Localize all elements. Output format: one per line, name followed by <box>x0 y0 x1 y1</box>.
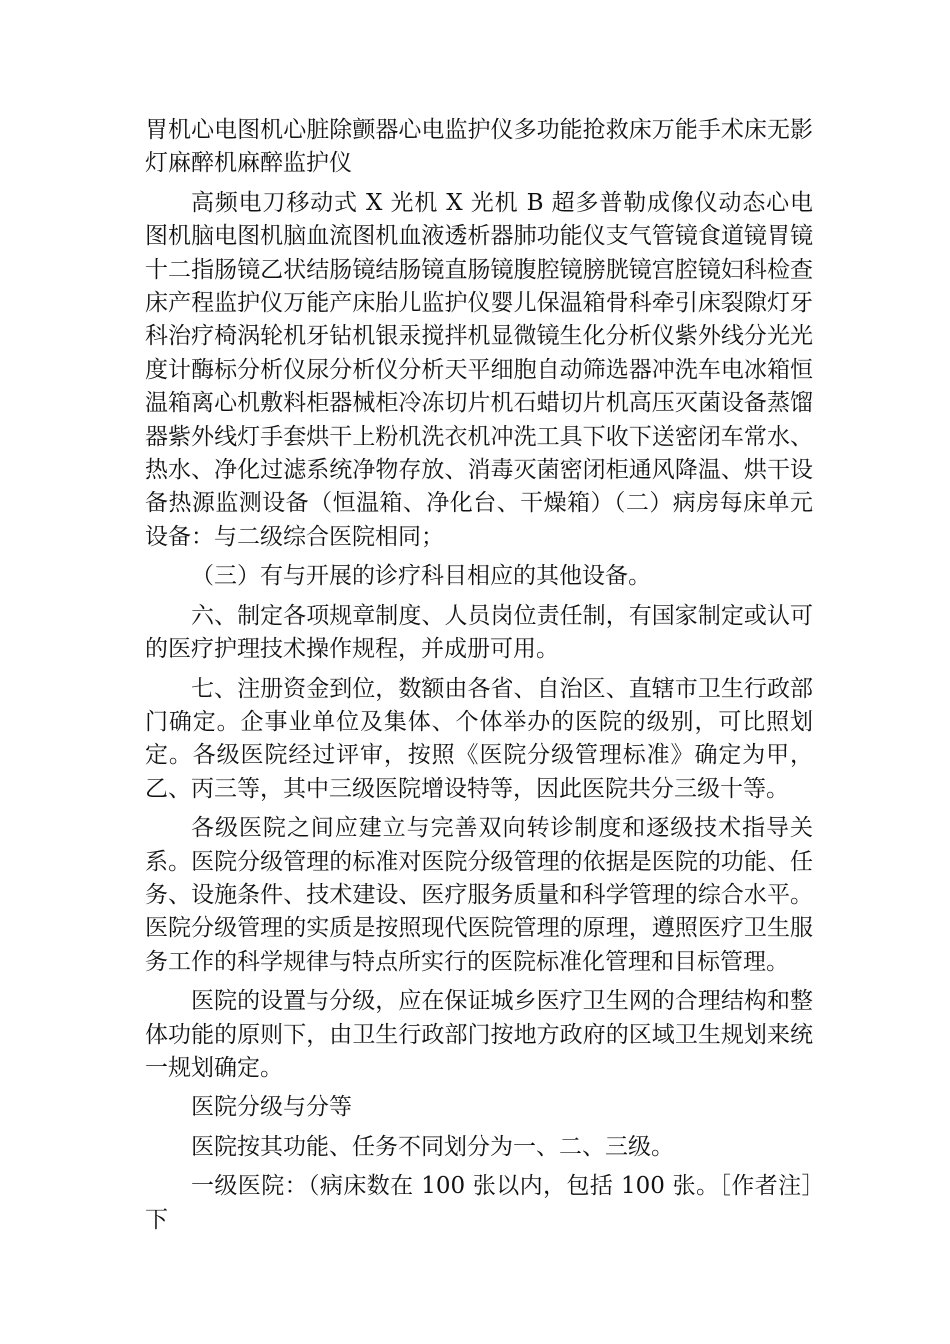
paragraph-registered-capital: 七、注册资金到位，数额由各省、自治区、直辖市卫生行政部门确定。企事业单位及集体、个体举办的医院的级别，可比照划定。各级医院经过评审，按照《医院分级管理标准》确定为甲，乙、丙三等，其中三级医院增设特等，因此医院共分三级十等。 <box>145 675 813 802</box>
section-heading-grading: 医院分级与分等 <box>191 1094 352 1121</box>
paragraph-equipment-list-continued: 胃机心电图机心脏除颤器心电监护仪多功能抢救床万能手术床无影灯麻醉机麻醉监护仪 <box>145 117 813 177</box>
paragraph-equipment-list: 高频电刀移动式 X 光机 X 光机 B 超多普勒成像仪动态心电图机脑电图机脑血流图机血液透析器肺功能仪支气管镜食道镜胃镜十二指肠镜乙状结肠镜结肠镜直肠镜腹腔镜膀胱镜宫腔镜妇科检查床产程监护仪万能产床胎儿监护仪婴儿保温箱骨科牵引床裂隙灯牙科治疗椅涡轮机牙钻机银汞搅拌机显微镜生化分析仪紫外线分光光度计酶标分析仪尿分析仪分析天平细胞自动筛选器冲洗车电冰箱恒温箱离心机敷料柜器械柜冷冻切片机石蜡切片机高压灭菌设备蒸馏器紫外线灯手套烘干上粉机洗衣机冲洗工具下收下送密闭车常水、热水、净化过滤系统净物存放、消毒灭菌密闭柜通风降温、烘干设备热源监测设备（恒温箱、净化台、干燥箱）（二）病房每床单元设备：与二级综合医院相同； <box>145 189 813 550</box>
paragraph-other-equipment: （三）有与开展的诊疗科目相应的其他设备。 <box>191 563 651 590</box>
paragraph-hospital-setup: 医院的设置与分级，应在保证城乡医疗卫生网的合理结构和整体功能的原则下，由卫生行政部门按地方政府的区域卫生规划来统一规划确定。 <box>145 988 813 1081</box>
paragraph-first-level-hospital: 一级医院：（病床数在 100 张以内，包括 100 张。［作者注］下 <box>145 1173 813 1233</box>
paragraph-rules-regulations: 六、制定各项规章制度、人员岗位责任制，有国家制定或认可的医疗护理技术操作规程，并成册可用。 <box>145 602 813 663</box>
document-body <box>145 114 813 1237</box>
paragraph-grading-levels: 医院按其功能、任务不同划分为一、二、三级。 <box>191 1133 674 1160</box>
paragraph-referral-system: 各级医院之间应建立与完善双向转诊制度和逐级技术指导关系。医院分级管理的标准对医院分级管理的依据是医院的功能、任务、设施条件、技术建设、医疗服务质量和科学管理的综合水平。医院分级管理的实质是按照现代医院管理的原理，遵照医疗卫生服务工作的科学规律与特点所实行的医院标准化管理和目标管理。 <box>145 815 813 975</box>
